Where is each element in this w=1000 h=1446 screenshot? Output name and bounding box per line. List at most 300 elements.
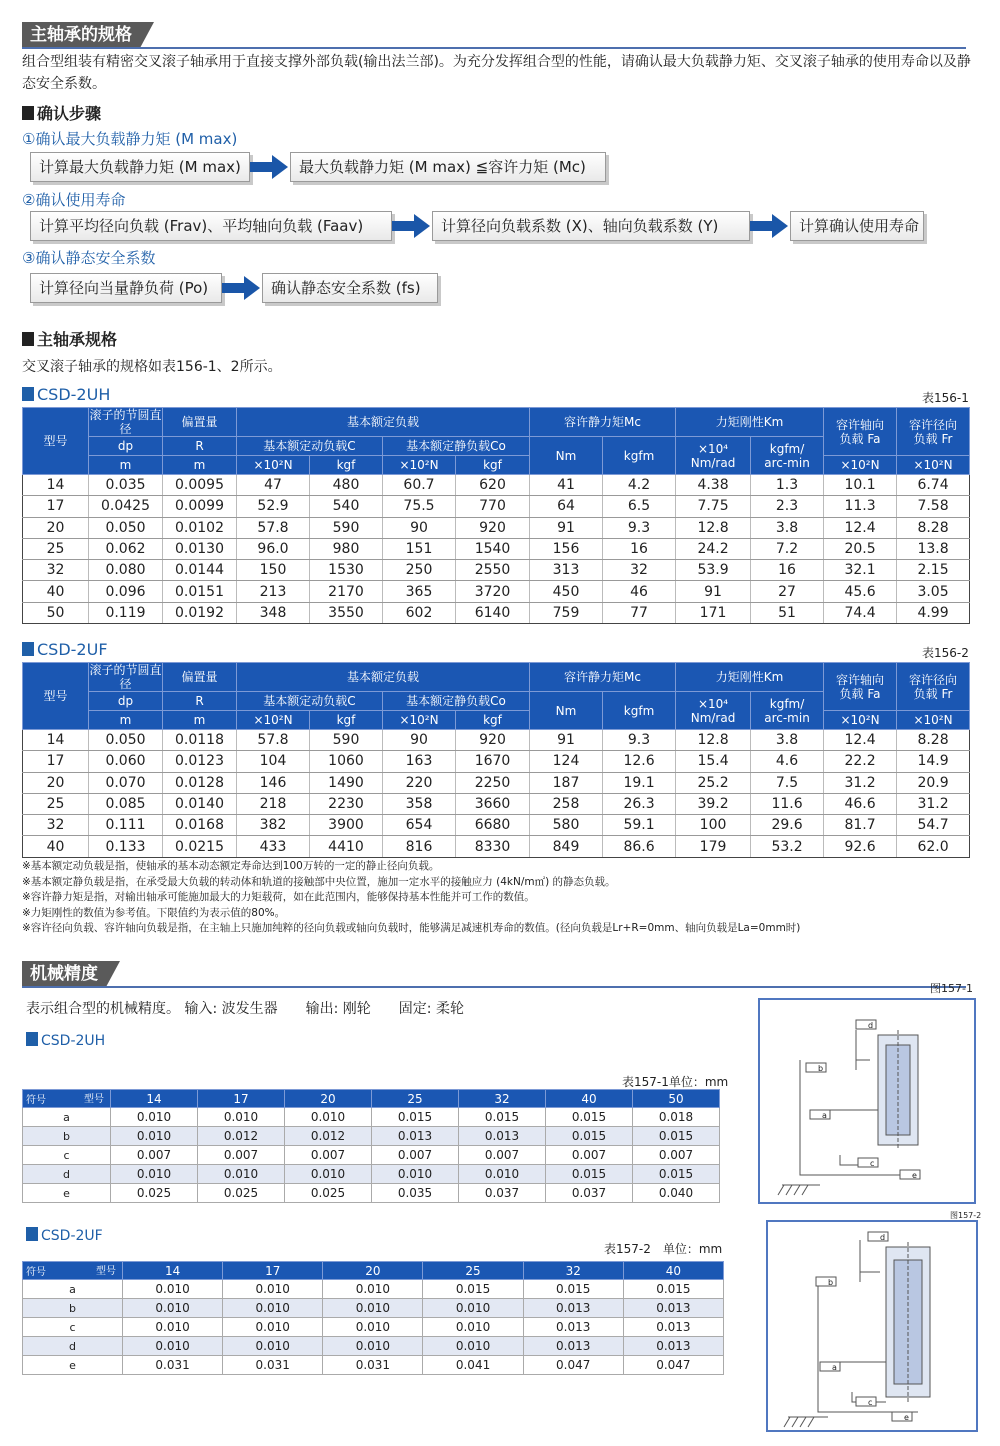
value-cell: 0.010 <box>423 1337 523 1356</box>
value-cell: 0.041 <box>423 1356 523 1375</box>
value-cell: 0.015 <box>523 1280 623 1299</box>
value-cell: 100 <box>676 815 751 836</box>
value-cell: 770 <box>456 496 530 517</box>
value-cell: 433 <box>237 836 310 857</box>
accuracy-figure-2 <box>766 1220 978 1432</box>
value-cell: 6.5 <box>603 496 676 517</box>
accuracy-table-uh <box>22 1089 720 1203</box>
value-cell: 77 <box>603 602 676 623</box>
table-row <box>23 475 970 496</box>
value-cell: 96.0 <box>237 538 310 559</box>
value-cell: 4.99 <box>897 602 970 623</box>
arrow-right-icon <box>222 276 262 300</box>
th-offset-sym: R <box>163 437 237 456</box>
value-cell: 12.6 <box>603 751 676 772</box>
value-cell: 26.3 <box>603 793 676 814</box>
table-row <box>23 836 970 857</box>
value-cell: 25.2 <box>676 772 751 793</box>
value-cell: 0.015 <box>546 1127 633 1146</box>
value-cell: 0.010 <box>423 1299 523 1318</box>
value-cell: 2230 <box>310 793 383 814</box>
th-unit-m: m <box>163 456 237 475</box>
value-cell: 0.015 <box>372 1108 459 1127</box>
th-unit-m: m <box>163 711 237 730</box>
value-cell: 759 <box>530 602 603 623</box>
value-cell: 52.9 <box>237 496 310 517</box>
step2-box2: 计算径向负载系数 (X)、轴向负载系数 (Y) <box>432 211 750 241</box>
value-cell: 0.0192 <box>163 602 237 623</box>
value-cell: 0.047 <box>523 1356 623 1375</box>
value-cell: 0.007 <box>198 1146 285 1165</box>
value-cell: 91 <box>530 517 603 538</box>
value-cell: 0.010 <box>323 1299 423 1318</box>
model-cell: 25 <box>23 793 89 814</box>
th-kgfm: kgfm <box>603 692 676 730</box>
value-cell: 46.6 <box>824 793 897 814</box>
th-unit-kgf: kgf <box>456 711 530 730</box>
th-basic-load: 基本额定负载 <box>237 663 530 692</box>
note-item: ※容许径向负载、容许轴向负载是指，在主轴上只施加纯粹的径向负载或轴向负载时，能够满足减速机寿命的数值。(径向负载是Lr+R=0mm、轴向负载是La=0mm时) <box>22 922 801 934</box>
banner-rule <box>22 986 966 988</box>
value-cell: 220 <box>383 772 456 793</box>
value-cell: 0.0130 <box>163 538 237 559</box>
value-cell: 0.010 <box>111 1165 198 1184</box>
accuracy-figure-1 <box>758 998 976 1204</box>
value-cell: 20.5 <box>824 538 897 559</box>
table-uh-number: 表156-1 <box>922 391 969 405</box>
table-uf-title <box>22 640 108 659</box>
size-header: 25 <box>423 1262 523 1280</box>
table-row <box>23 1280 724 1299</box>
note-item: ※基本额定静负载是指，在承受最大负载的转动体和轨道的接触部中央位置，施加一定水平的接触应力 (4kN/m㎡) 的静态负载。 <box>22 875 616 888</box>
th-unit-m: m <box>89 456 163 475</box>
value-cell: 90 <box>383 517 456 538</box>
th-unit-kgf: kgf <box>310 711 383 730</box>
value-cell: 816 <box>383 836 456 857</box>
value-cell: 250 <box>383 560 456 581</box>
model-cell: 14 <box>23 730 89 751</box>
value-cell: 4.6 <box>751 751 824 772</box>
corner-cell: 符号 型号 <box>23 1262 123 1280</box>
table-uf-title-text: CSD-2UF <box>37 640 108 659</box>
square-bullet-icon <box>22 332 34 346</box>
model-cell: 17 <box>23 496 89 517</box>
value-cell: 0.0144 <box>163 560 237 581</box>
model-cell: 25 <box>23 538 89 559</box>
acc-uh-title-text: CSD-2UH <box>41 1033 106 1049</box>
fig2-label-c: c <box>868 1398 873 1407</box>
acc-uh-caption: 表157-1单位：mm <box>622 1075 729 1089</box>
value-cell: 0.010 <box>123 1337 223 1356</box>
note-item: ※力矩刚性的数值为参考值。下限值约为表示值的80%。 <box>22 906 286 919</box>
table-row <box>23 1165 720 1184</box>
value-cell: 540 <box>310 496 383 517</box>
table-row <box>23 1337 724 1356</box>
value-cell: 7.2 <box>751 538 824 559</box>
table-row <box>23 560 970 581</box>
square-bullet-icon <box>22 642 34 656</box>
th-offset: 偏置量 <box>163 663 237 692</box>
value-cell: 0.010 <box>198 1165 285 1184</box>
value-cell: 0.010 <box>372 1165 459 1184</box>
value-cell: 0.025 <box>198 1184 285 1203</box>
value-cell: 14.9 <box>897 751 970 772</box>
th-unit-n: ×10²N <box>897 711 970 730</box>
value-cell: 0.010 <box>111 1108 198 1127</box>
value-cell: 51 <box>751 602 824 623</box>
value-cell: 41 <box>530 475 603 496</box>
value-cell: 146 <box>237 772 310 793</box>
value-cell: 3550 <box>310 602 383 623</box>
size-header: 25 <box>372 1090 459 1108</box>
th-kgfm-arcmin: kgfm/ arc-min <box>751 692 824 730</box>
value-cell: 150 <box>237 560 310 581</box>
th-moment: 容许静力矩Mc <box>530 408 676 437</box>
square-bullet-icon <box>22 106 34 120</box>
arrow-right-icon <box>750 214 790 238</box>
value-cell: 0.0123 <box>163 751 237 772</box>
table-row <box>23 1299 724 1318</box>
value-cell: 0.035 <box>372 1184 459 1203</box>
th-axial: 容许轴向 负载 Fa <box>824 408 897 456</box>
acc-uf-title <box>26 1227 103 1244</box>
steps-heading <box>22 101 101 124</box>
size-header: 32 <box>459 1090 546 1108</box>
size-header: 40 <box>546 1090 633 1108</box>
value-cell: 0.010 <box>198 1108 285 1127</box>
value-cell: 0.013 <box>523 1337 623 1356</box>
value-cell: 4410 <box>310 836 383 857</box>
value-cell: 1060 <box>310 751 383 772</box>
value-cell: 19.1 <box>603 772 676 793</box>
fig2-label-b: b <box>828 1278 834 1287</box>
value-cell: 0.085 <box>89 793 163 814</box>
table-uf-number: 表156-2 <box>922 646 969 660</box>
value-cell: 0.037 <box>459 1184 546 1203</box>
value-cell: 480 <box>310 475 383 496</box>
value-cell: 3.8 <box>751 517 824 538</box>
th-stat-load: 基本额定静负载Co <box>383 437 530 456</box>
spec-heading-text: 主轴承规格 <box>37 330 118 349</box>
value-cell: 2170 <box>310 581 383 602</box>
model-cell: 40 <box>23 581 89 602</box>
table-row <box>23 538 970 559</box>
symbol-cell: e <box>23 1184 111 1203</box>
symbol-cell: d <box>23 1337 123 1356</box>
th-unit-n: ×10²N <box>824 456 897 475</box>
value-cell: 86.6 <box>603 836 676 857</box>
model-cell: 50 <box>23 602 89 623</box>
value-cell: 849 <box>530 836 603 857</box>
acc-uf-title-text: CSD-2UF <box>41 1228 103 1244</box>
value-cell: 0.031 <box>323 1356 423 1375</box>
th-pitch-sym: dp <box>89 692 163 711</box>
value-cell: 0.013 <box>523 1299 623 1318</box>
value-cell: 0.0095 <box>163 475 237 496</box>
value-cell: 2550 <box>456 560 530 581</box>
value-cell: 0.015 <box>546 1108 633 1127</box>
value-cell: 0.010 <box>423 1318 523 1337</box>
value-cell: 81.7 <box>824 815 897 836</box>
value-cell: 12.4 <box>824 517 897 538</box>
value-cell: 0.010 <box>323 1337 423 1356</box>
bearing-drawing-icon <box>760 1000 974 1202</box>
spec-table-uf <box>22 662 970 858</box>
th-unit-kgf: kgf <box>310 456 383 475</box>
value-cell: 0.040 <box>633 1184 720 1203</box>
value-cell: 12.8 <box>676 517 751 538</box>
value-cell: 0.0425 <box>89 496 163 517</box>
size-header: 20 <box>323 1262 423 1280</box>
corner-cell: 符号 型号 <box>23 1090 111 1108</box>
steps-heading-text: 确认步骤 <box>37 104 102 123</box>
step1-box1: 计算最大负载静力矩 (M max) <box>30 152 250 182</box>
value-cell: 0.010 <box>123 1280 223 1299</box>
value-cell: 0.010 <box>323 1318 423 1337</box>
value-cell: 0.007 <box>372 1146 459 1165</box>
th-unit-n: ×10²N <box>383 456 456 475</box>
value-cell: 8.28 <box>897 517 970 538</box>
value-cell: 358 <box>383 793 456 814</box>
model-cell: 40 <box>23 836 89 857</box>
value-cell: 980 <box>310 538 383 559</box>
symbol-cell: b <box>23 1299 123 1318</box>
bearing-drawing-icon <box>768 1222 976 1430</box>
th-x10-4: ×10⁴ Nm/rad <box>676 437 751 475</box>
value-cell: 6680 <box>456 815 530 836</box>
table-row <box>23 602 970 623</box>
table-row <box>23 1108 720 1127</box>
value-cell: 620 <box>456 475 530 496</box>
th-radial: 容许径向 负载 Fr <box>897 408 970 456</box>
acc-uf-caption: 表157-2 单位：mm <box>604 1242 723 1256</box>
value-cell: 6140 <box>456 602 530 623</box>
value-cell: 0.010 <box>223 1299 323 1318</box>
step3-box2: 确认静态安全系数 (fs) <box>262 273 438 303</box>
value-cell: 0.010 <box>459 1165 546 1184</box>
value-cell: 0.035 <box>89 475 163 496</box>
table-row <box>23 1318 724 1337</box>
value-cell: 0.010 <box>223 1318 323 1337</box>
value-cell: 213 <box>237 581 310 602</box>
value-cell: 151 <box>383 538 456 559</box>
value-cell: 15.4 <box>676 751 751 772</box>
th-pitch: 滚子的节圆直径 <box>89 663 162 691</box>
th-dyn-load: 基本额定动负载C <box>237 692 383 711</box>
table-row <box>23 517 970 538</box>
value-cell: 4.2 <box>603 475 676 496</box>
value-cell: 0.031 <box>123 1356 223 1375</box>
symbol-cell: e <box>23 1356 123 1375</box>
value-cell: 0.050 <box>89 730 163 751</box>
th-stiffness: 力矩刚性Km <box>676 663 824 692</box>
table-uh-title <box>22 385 110 404</box>
table-row <box>23 793 970 814</box>
th-unit-n: ×10²N <box>383 711 456 730</box>
note-item: ※基本额定动负载是指，使轴承的基本动态额定寿命达到100万转的一定的静止径向负载。 <box>22 860 440 872</box>
value-cell: 0.050 <box>89 517 163 538</box>
value-cell: 3.8 <box>751 730 824 751</box>
value-cell: 92.6 <box>824 836 897 857</box>
value-cell: 0.025 <box>285 1184 372 1203</box>
intro-paragraph: 组合型组装有精密交叉滚子轴承用于直接支撑外部负载(输出法兰部)。为充分发挥组合型的性能，请确认最大负载静力矩、交叉滚子轴承的使用寿命以及静态安全系数。 <box>22 54 971 92</box>
value-cell: 0.010 <box>285 1108 372 1127</box>
section-banner-accuracy <box>22 961 966 987</box>
value-cell: 0.0118 <box>163 730 237 751</box>
value-cell: 91 <box>530 730 603 751</box>
value-cell: 1.3 <box>751 475 824 496</box>
value-cell: 450 <box>530 581 603 602</box>
step2-box1: 计算平均径向负载 (Frav)、平均轴向负载 (Faav) <box>30 211 392 241</box>
value-cell: 9.3 <box>603 517 676 538</box>
acc-uh-title <box>26 1032 105 1049</box>
value-cell: 46 <box>603 581 676 602</box>
fig2-label-d: d <box>880 1233 886 1242</box>
fig1-label-b: b <box>818 1064 824 1073</box>
th-dyn-load: 基本额定动负载C <box>237 437 383 456</box>
value-cell: 60.7 <box>383 475 456 496</box>
value-cell: 0.0151 <box>163 581 237 602</box>
value-cell: 0.0128 <box>163 772 237 793</box>
value-cell: 20.9 <box>897 772 970 793</box>
value-cell: 179 <box>676 836 751 857</box>
symbol-cell: a <box>23 1280 123 1299</box>
value-cell: 124 <box>530 751 603 772</box>
fig1-label-a: a <box>822 1111 827 1120</box>
value-cell: 8330 <box>456 836 530 857</box>
value-cell: 156 <box>530 538 603 559</box>
value-cell: 0.015 <box>423 1280 523 1299</box>
value-cell: 4.38 <box>676 475 751 496</box>
spec-intro: 交叉滚子轴承的规格如表156-1、2所示。 <box>22 359 282 375</box>
accuracy-intro: 表示组合型的机械精度。 输入: 波发生器 输出: 刚轮 固定: 柔轮 <box>26 1001 464 1017</box>
fig1-label: 图157-1 <box>930 982 973 995</box>
value-cell: 39.2 <box>676 793 751 814</box>
value-cell: 45.6 <box>824 581 897 602</box>
value-cell: 654 <box>383 815 456 836</box>
value-cell: 3720 <box>456 581 530 602</box>
value-cell: 16 <box>751 560 824 581</box>
value-cell: 0.007 <box>546 1146 633 1165</box>
table-row <box>23 1146 720 1165</box>
value-cell: 0.010 <box>111 1127 198 1146</box>
value-cell: 0.0099 <box>163 496 237 517</box>
value-cell: 0.013 <box>372 1127 459 1146</box>
size-header: 40 <box>623 1262 723 1280</box>
table-row <box>23 815 970 836</box>
value-cell: 31.2 <box>897 793 970 814</box>
arrow-right-icon <box>250 155 290 179</box>
th-nm: Nm <box>530 437 603 475</box>
section-title: 主轴承的规格 <box>22 22 140 48</box>
th-model: 型号 <box>23 408 89 475</box>
value-cell: 0.119 <box>89 602 163 623</box>
symbol-cell: b <box>23 1127 111 1146</box>
value-cell: 0.015 <box>633 1165 720 1184</box>
accuracy-table-uf <box>22 1261 724 1375</box>
value-cell: 382 <box>237 815 310 836</box>
value-cell: 6.74 <box>897 475 970 496</box>
value-cell: 1670 <box>456 751 530 772</box>
notes-list <box>22 859 982 937</box>
value-cell: 0.010 <box>223 1280 323 1299</box>
value-cell: 0.133 <box>89 836 163 857</box>
value-cell: 0.010 <box>123 1299 223 1318</box>
value-cell: 104 <box>237 751 310 772</box>
value-cell: 0.096 <box>89 581 163 602</box>
th-kgfm: kgfm <box>603 437 676 475</box>
value-cell: 32 <box>603 560 676 581</box>
th-unit-n: ×10²N <box>824 711 897 730</box>
step3-title: ③确认静态安全系数 <box>22 249 156 267</box>
value-cell: 22.2 <box>824 751 897 772</box>
value-cell: 920 <box>456 730 530 751</box>
value-cell: 580 <box>530 815 603 836</box>
value-cell: 0.012 <box>285 1127 372 1146</box>
value-cell: 365 <box>383 581 456 602</box>
value-cell: 0.070 <box>89 772 163 793</box>
th-moment: 容许静力矩Mc <box>530 663 676 692</box>
th-basic-load: 基本额定负载 <box>237 408 530 437</box>
value-cell: 10.1 <box>824 475 897 496</box>
symbol-cell: a <box>23 1108 111 1127</box>
table-uh-title-text: CSD-2UH <box>37 385 111 404</box>
value-cell: 0.013 <box>523 1318 623 1337</box>
value-cell: 47 <box>237 475 310 496</box>
value-cell: 0.010 <box>285 1165 372 1184</box>
model-cell: 20 <box>23 772 89 793</box>
table-row <box>23 772 970 793</box>
value-cell: 0.031 <box>223 1356 323 1375</box>
value-cell: 0.012 <box>198 1127 285 1146</box>
step1-box2: 最大负载静力矩 (M max) ≦容许力矩 (Mc) <box>290 152 606 182</box>
th-unit-kgf: kgf <box>456 456 530 475</box>
banner-rule <box>22 47 966 49</box>
value-cell: 0.013 <box>623 1299 723 1318</box>
value-cell: 57.8 <box>237 517 310 538</box>
value-cell: 348 <box>237 602 310 623</box>
model-cell: 32 <box>23 560 89 581</box>
section-title: 机械精度 <box>22 961 106 987</box>
value-cell: 920 <box>456 517 530 538</box>
value-cell: 0.025 <box>111 1184 198 1203</box>
value-cell: 590 <box>310 730 383 751</box>
value-cell: 0.018 <box>633 1108 720 1127</box>
value-cell: 218 <box>237 793 310 814</box>
th-x10-4: ×10⁴ Nm/rad <box>676 692 751 730</box>
th-pitch-sym: dp <box>89 437 163 456</box>
value-cell: 258 <box>530 793 603 814</box>
model-cell: 14 <box>23 475 89 496</box>
value-cell: 11.3 <box>824 496 897 517</box>
size-header: 14 <box>123 1262 223 1280</box>
value-cell: 0.0140 <box>163 793 237 814</box>
value-cell: 9.3 <box>603 730 676 751</box>
value-cell: 27 <box>751 581 824 602</box>
table-row <box>23 730 970 751</box>
table-row <box>23 1356 724 1375</box>
th-radial: 容许径向 负载 Fr <box>897 663 970 711</box>
size-header: 17 <box>198 1090 285 1108</box>
value-cell: 0.010 <box>123 1318 223 1337</box>
value-cell: 29.6 <box>751 815 824 836</box>
size-header: 17 <box>223 1262 323 1280</box>
spec-table-uh <box>22 407 970 624</box>
th-unit-n: ×10²N <box>237 456 310 475</box>
value-cell: 0.062 <box>89 538 163 559</box>
square-bullet-icon <box>26 1032 38 1046</box>
value-cell: 163 <box>383 751 456 772</box>
